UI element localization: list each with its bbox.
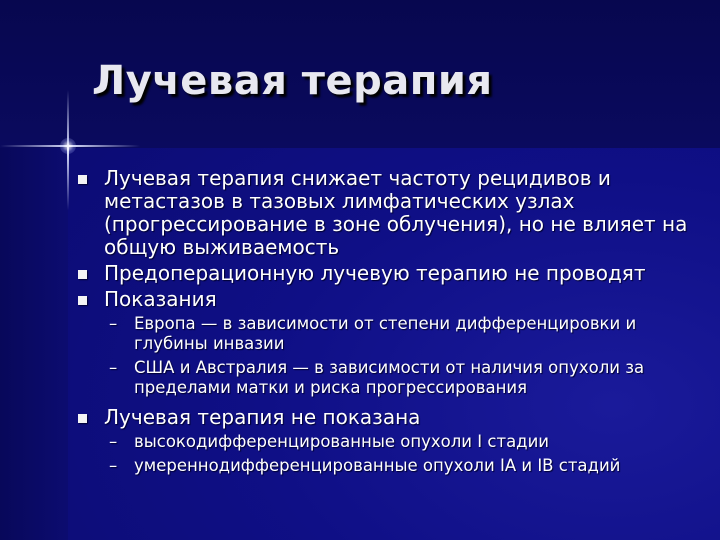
bullet-item xyxy=(78,406,708,429)
bullet-item xyxy=(78,288,708,311)
dash-bullet: – xyxy=(109,358,118,377)
bullet-text: Показания xyxy=(104,287,217,311)
dash-bullet: – xyxy=(109,456,118,475)
sub-bullet-text: США и Австралия — в зависимости от наличия опухоли за пределами матки и риска прогрессирования xyxy=(134,358,645,397)
bullet-item xyxy=(78,262,708,285)
slide-title: Лучевая терапия xyxy=(92,58,493,104)
square-bullet-icon xyxy=(78,270,87,279)
square-bullet-icon xyxy=(78,175,87,184)
dash-bullet: – xyxy=(109,432,118,451)
bullet-text: Предоперационную лучевую терапию не проводят xyxy=(104,261,646,285)
bullet-text: Лучевая терапия не показана xyxy=(104,405,421,429)
star-flare-glow xyxy=(60,138,76,154)
bullet-list xyxy=(78,167,708,480)
sub-bullet-text: Европа — в зависимости от степени дифференцировки и глубины инвазии xyxy=(134,314,637,353)
sub-bullet-text: высокодифференцированные опухоли I стадии xyxy=(134,432,550,451)
dash-bullet: – xyxy=(109,314,118,333)
square-bullet-icon xyxy=(78,414,87,423)
sub-bullet-item xyxy=(78,358,708,398)
left-band xyxy=(0,148,68,540)
sub-bullet-text: умереннодифференцированные опухоли IA и IB стадий xyxy=(134,456,621,475)
square-bullet-icon xyxy=(78,296,87,305)
sub-bullet-item xyxy=(78,456,708,476)
sub-bullet-item xyxy=(78,432,708,452)
bullet-item xyxy=(78,167,708,259)
sub-bullet-item xyxy=(78,314,708,354)
bullet-text: Лучевая терапия снижает частоту рецидивов и метастазов в тазовых лимфатических узлах (прогрессирование в зоне облучения), но не влияет на общую выживаемость xyxy=(104,166,688,259)
